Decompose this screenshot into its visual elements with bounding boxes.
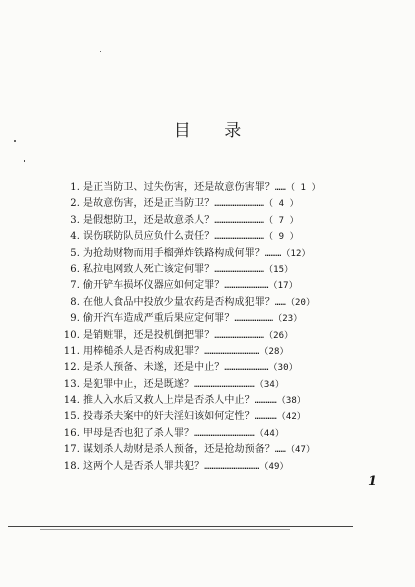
toc-entry-number: 14.	[63, 395, 80, 407]
toc-entry-title: 为抢劫财物而用手榴弹炸铁路构成何罪？	[83, 247, 265, 259]
toc-entry-title: 偷开汽车造成严重后果应定何罪？	[83, 313, 235, 325]
toc-entry-page: ………………………（ 4 ）	[214, 199, 299, 210]
toc-entry	[60, 459, 400, 475]
toc-entry-page: ……………………（17）	[224, 281, 298, 292]
toc-entry-title: 误伤联防队员应负什么责任？	[83, 231, 215, 243]
toc-entry-title: 是杀人预备、未遂，还是中止？	[83, 362, 225, 374]
toc-entry	[60, 213, 400, 229]
toc-entry-page: ……（20）	[274, 297, 316, 308]
toc-entry-page: ……………………（30）	[224, 363, 298, 374]
toc-entry-title: 推人入水后又救人上岸是否杀人中止？	[83, 395, 255, 407]
toc-entry-page: …………（38）	[254, 396, 307, 407]
toc-entry	[60, 426, 400, 442]
scan-speck	[14, 140, 16, 142]
bottom-rule-faint	[40, 529, 290, 530]
toc-entry-title: 偷开铲车损坏仪器应如何定罪？	[83, 280, 225, 292]
toc-entry-title: 用棒槌杀人是否构成犯罪？	[83, 345, 205, 357]
toc-entry	[60, 262, 400, 278]
toc-entry-page: ………………………（ 7 ）	[214, 215, 299, 226]
scan-speck	[100, 51, 101, 52]
toc-entry-number: 15.	[63, 411, 80, 423]
toc-entry-number: 18.	[63, 460, 80, 472]
page-title: 目 录	[173, 121, 256, 141]
toc-entry	[60, 409, 400, 425]
toc-entry-page: …………………（23）	[234, 314, 303, 325]
toc-entry-title: 是犯罪中止，还是既遂？	[83, 378, 195, 390]
toc-entry-number: 4.	[70, 231, 80, 243]
toc-entry	[60, 393, 400, 409]
toc-entry-page: ………………………（ 9 ）	[214, 232, 299, 243]
toc-entry	[60, 360, 400, 376]
page-number: 1	[368, 474, 378, 489]
toc-entry-page: ………（12）	[264, 248, 311, 259]
toc-entry-number: 13.	[63, 378, 80, 390]
toc-entry-page: ……（ 1 ）	[274, 183, 321, 193]
toc-entry-title: 是故意伤害，还是正当防卫？	[83, 198, 215, 210]
toc-entry-number: 1.	[70, 182, 80, 193]
toc-entry-number: 12.	[63, 362, 80, 374]
toc-entry	[60, 442, 400, 458]
toc-entry-number: 6.	[70, 263, 80, 275]
scan-speck	[24, 160, 25, 162]
toc-entry-page: …………………………（28）	[204, 346, 289, 357]
toc-entry-title: 是正当防卫、过失伤害，还是故意伤害罪？	[83, 182, 275, 193]
toc-entry	[60, 311, 400, 327]
toc-entry-number: 3.	[70, 214, 80, 226]
toc-entry-number: 2.	[70, 198, 80, 210]
toc-entry	[60, 295, 400, 311]
toc-entry-page: ………………………（26）	[214, 330, 294, 341]
toc-entry-number: 17.	[63, 444, 80, 456]
toc-entry	[60, 328, 400, 344]
toc-entry-title: 甲母是否也犯了杀人罪？	[83, 427, 195, 439]
toc-entry-page: …………………………（49）	[204, 461, 289, 472]
toc-entry-title: 投毒杀夫案中的奸夫淫妇该如何定性？	[83, 411, 255, 423]
bottom-rule	[8, 526, 353, 527]
toc-entry	[60, 180, 400, 196]
toc-entry-title: 私拉电网致人死亡该定何罪？	[83, 263, 215, 275]
toc-entry-page: ……………………………（34）	[194, 379, 285, 390]
toc-entry	[60, 196, 400, 212]
toc-entry-number: 7.	[70, 280, 80, 292]
table-of-contents	[60, 180, 400, 475]
toc-entry-number: 5.	[70, 247, 80, 259]
toc-entry	[60, 246, 400, 262]
toc-entry-title: 这两个人是否杀人罪共犯？	[83, 460, 205, 472]
toc-entry	[60, 229, 400, 245]
toc-entry-number: 8.	[70, 296, 80, 308]
toc-entry-page: ……（47）	[274, 445, 316, 456]
toc-entry-title: 是假想防卫，还是故意杀人？	[83, 214, 215, 226]
toc-entry-number: 11.	[63, 345, 80, 357]
toc-entry-page: ……………………………（44）	[194, 428, 285, 439]
toc-entry	[60, 377, 400, 393]
toc-entry-number: 9.	[70, 313, 80, 325]
toc-entry-page: …………（42）	[254, 412, 307, 423]
toc-entry-title: 谋划杀人劫财是杀人预备，还是抢劫预备？	[83, 444, 275, 456]
toc-entry-page: ………………………（15）	[214, 264, 294, 275]
toc-entry	[60, 278, 400, 294]
toc-entry-number: 16.	[63, 427, 80, 439]
toc-entry-number: 10.	[63, 329, 80, 341]
toc-entry-title: 在他人食品中投放少量农药是否构成犯罪？	[83, 296, 275, 308]
toc-entry-title: 是销赃罪，还是投机倒把罪？	[83, 329, 215, 341]
toc-entry	[60, 344, 400, 360]
